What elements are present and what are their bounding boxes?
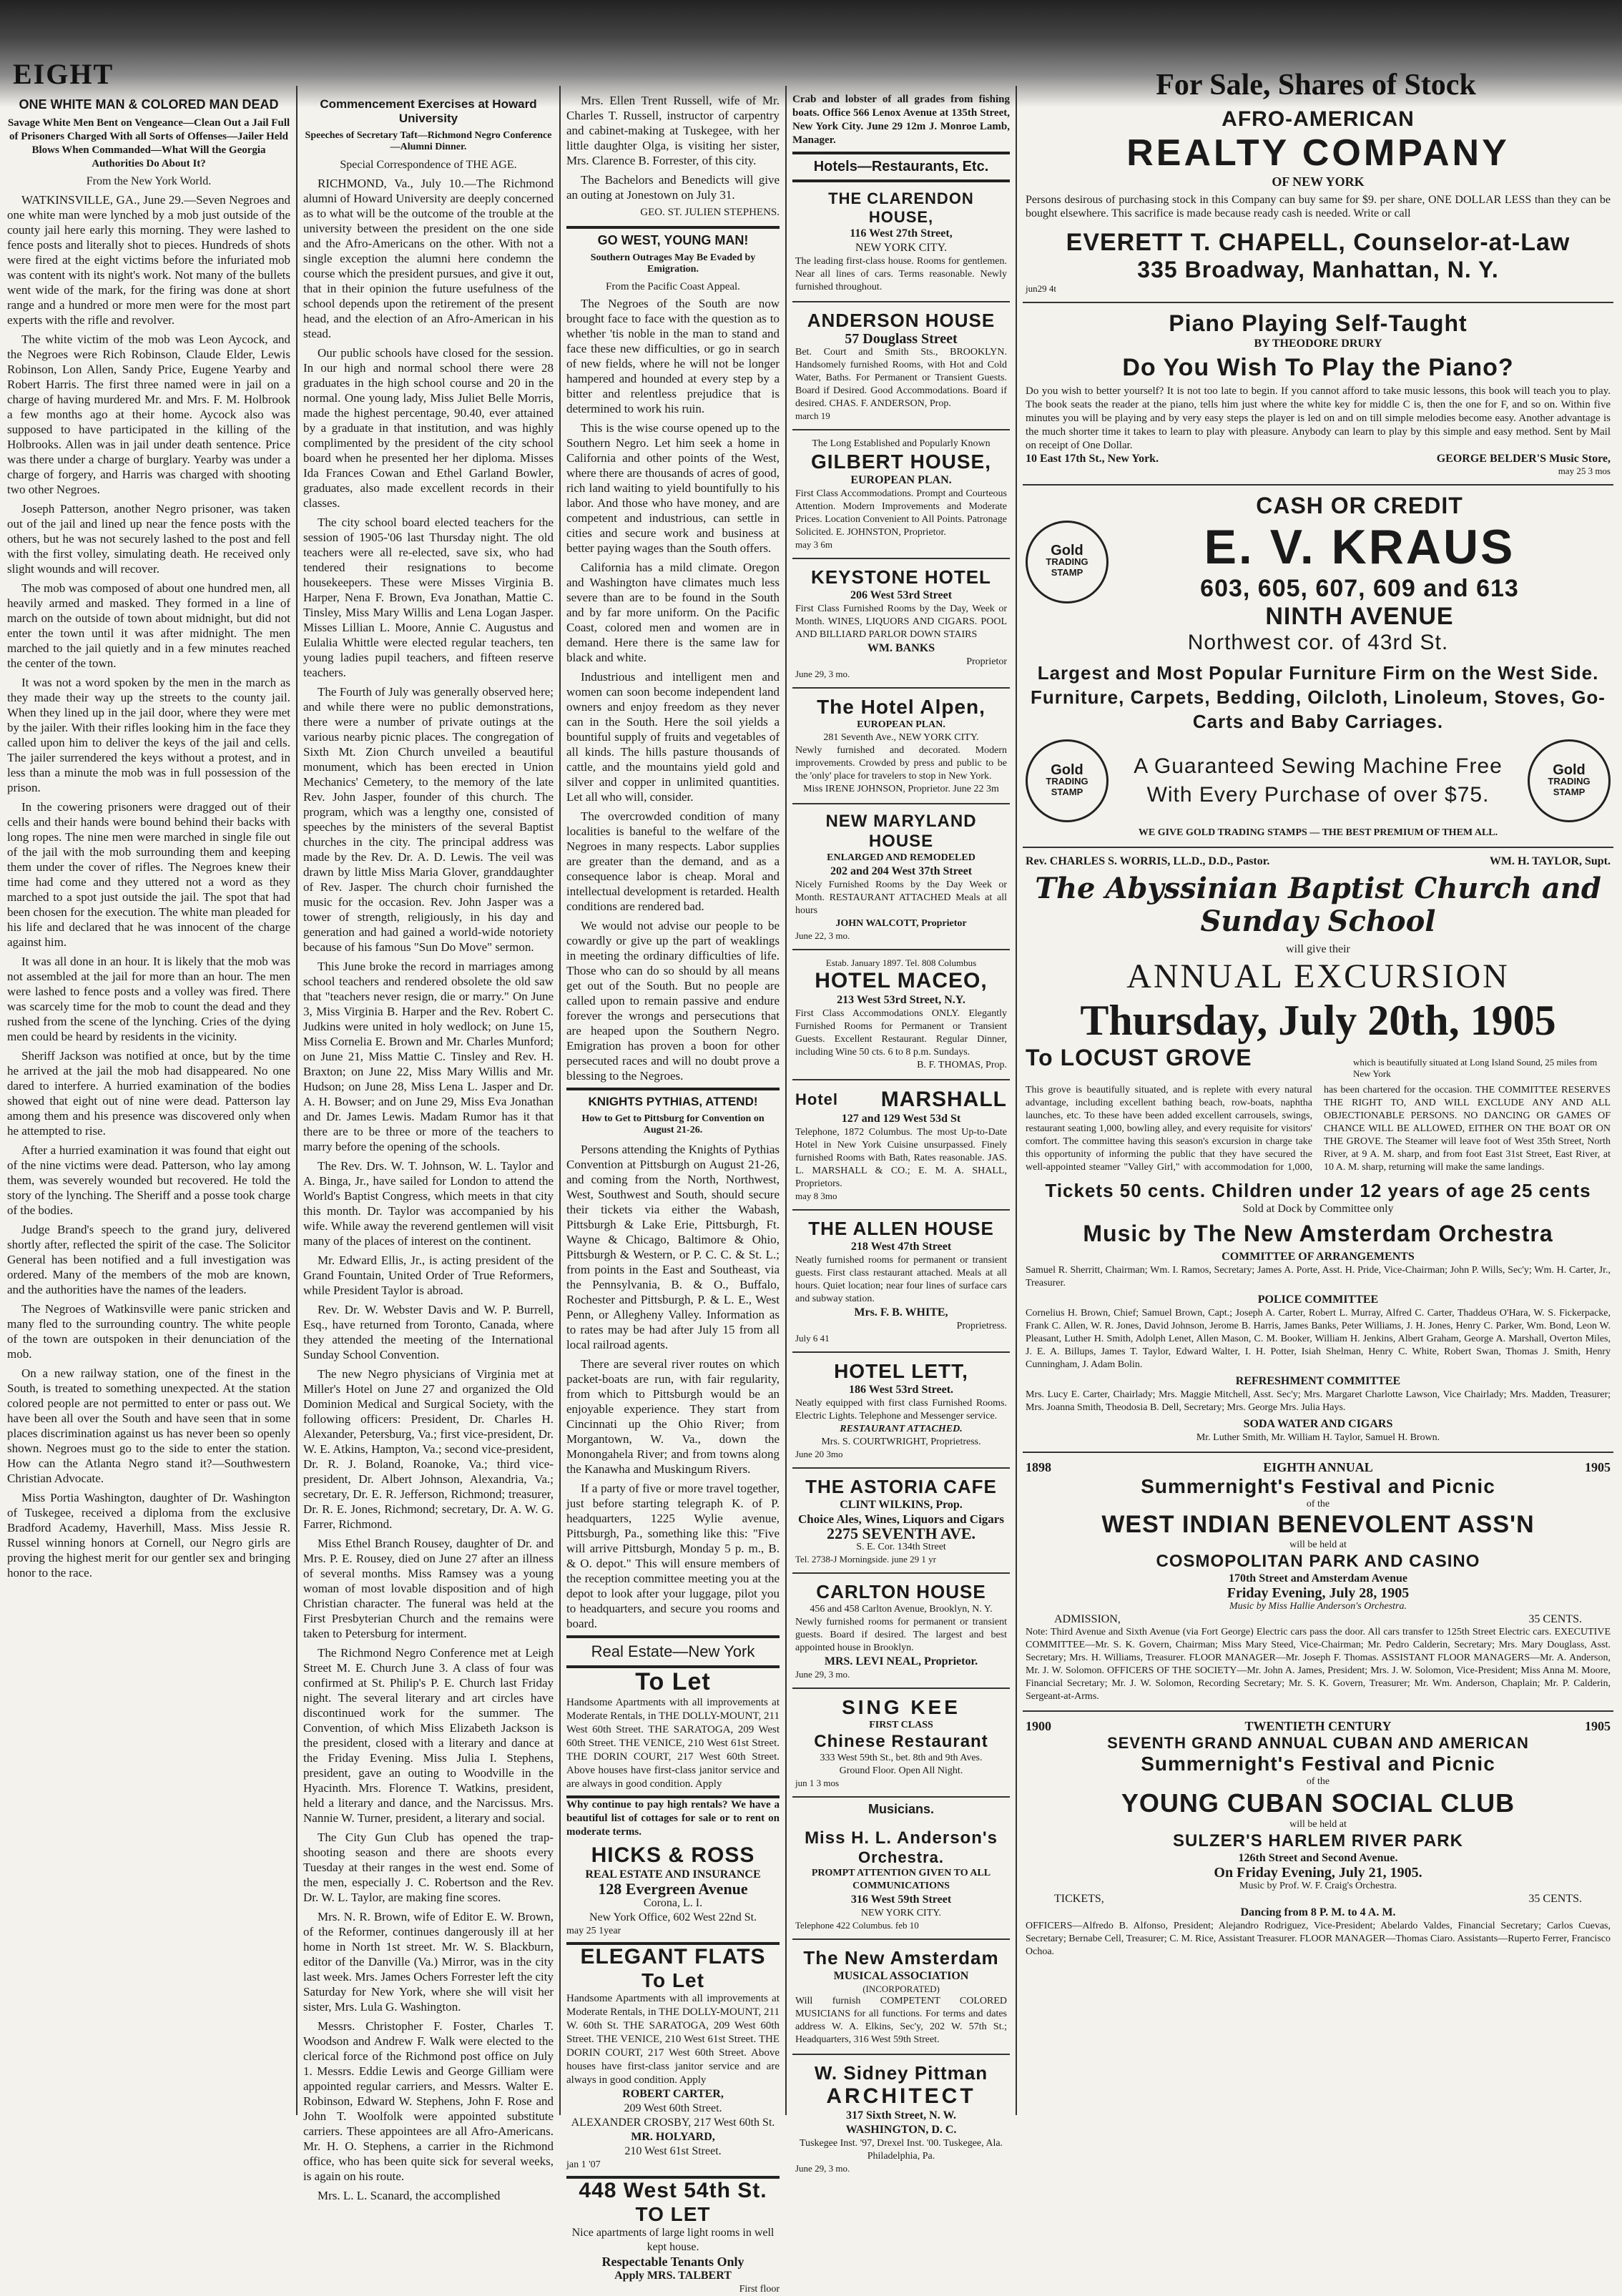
ad-subtitle: REAL ESTATE AND INSURANCE	[585, 1868, 761, 1881]
article-paragraph: This June broke the record in marriages among school teachers and rendered obsolete the old saw that "teachers never resign, die or marry." On June 3, Miss Virginia B. Harper and the Rev. Robert C. Judkins were united in holy wedlock; on June 15, Miss Cornelia E. Brown and Mr. Charles Munford; on June 21, Miss Mattie C. Tinsley and Rev. H. Braxton; on June 22, Miss Mary Willis and Mr. Hudson; on June 28, Miss Lena L. Jasper and Dr. A. H. Bowser; and on June 29, Miss Eva Jonathan and Dr. James Lewis. Madam Rumor has it that there are to be three or more of the teachers to marry before the opening of the schools.	[303, 960, 554, 1153]
ad-date: may 25 1year	[566, 1926, 621, 1936]
article-paragraph: The Negroes of the South are now brought face to face with the question as to whether 'tis noble in the man to stand and face these new difficulties, or go in search of new fields, where he will not be longer hampered and hounded at every step by a bitter and relentless prejudice that is determined to work his ruin.	[566, 297, 780, 415]
article-paragraph: On a new railway station, one of the finest in the South, is treated to something unexpected. At the station colored people are not permitted to enter or pass out. We have been all over the South and have seen that in some places discrimination against us has never been so openly shown. Negroes must go to the side to enter the station. How can the Atlanta Negro stand it?—Southwestern Christian Advocate.	[7, 1366, 290, 1485]
article-paragraph: There are several river routes on which packet-boats are run, with fair regularity, from which to Pittsburgh would be an enjoyable experience. They start from Cincinnati up the Ohio River; from Morgantown, W. Va., down the Monongahela River; and from towns along the Kanawha and Muskingum Rivers.	[566, 1357, 780, 1476]
ad-address: 2275 SEVENTH AVE.	[826, 1524, 976, 1542]
event-organizer: YOUNG CUBAN SOCIAL CLUB	[1121, 1788, 1515, 1818]
stamp-label-top: Gold	[1553, 762, 1586, 778]
ad-title: ELEGANT FLATS	[580, 1945, 766, 1969]
article-paragraph: California has a mild climate. Oregon and Washington have climates much less severe than are to be found in the South and by far more uniform. On the Pacific Coast, colored men and women are in demand. Here there is the same law for black and white.	[566, 561, 780, 664]
event-held: will be held at	[1289, 1539, 1347, 1550]
article-paragraph: It was not a word spoken by the men in the march as they made their way up the streets to the county jail. When they lined up in the jail door, where they were met by the jailer. With their rifles looking him in the face they called upon him to deliver the keys of the jail and cells. The jailer surrendered the keys without a protest, and in less than a minute the mob was in full possession of the prison.	[7, 676, 290, 794]
ad-title: The Hotel Alpen,	[817, 696, 986, 718]
article-paragraph: Judge Brand's speech to the grand jury, delivered shortly after, reflected the spirit of the case. The Solicitor General has been notified and a full investigation was ordered. Many of the members of the mob are known, and the authorities have the names of the leaders.	[7, 1223, 290, 1296]
ad-date: June 29, 3 mo.	[795, 1669, 850, 1680]
ad-proprietor: Mrs. S. COURTWRIGHT, Proprietress.	[821, 1437, 981, 1447]
stamp-label-bottom: STAMP	[1051, 786, 1083, 797]
article-paragraph: Miss Ethel Branch Rousey, daughter of Dr. and Mrs. P. E. Rousey, died on June 27 after an illness of several months. Miss Ramsey was a young woman of most lovable disposition and of high Christian character. The funeral was held at the First Presbyterian Church and the remains were taken to Petersburg for interment.	[303, 1537, 554, 1640]
ad-note: WE GIVE GOLD TRADING STAMPS — THE BEST PREMIUM OF THEM ALL.	[1138, 827, 1498, 838]
event-music: Music by Prof. W. F. Craig's Orchestra.	[1239, 1881, 1397, 1891]
ad-body: Tuskegee Inst. '97, Drexel Inst. '00. Tuskegee, Ala. Philadelphia, Pa.	[799, 2138, 1003, 2162]
gold-trading-stamp-icon	[1026, 521, 1109, 603]
ad-title: To Let	[635, 1668, 711, 1695]
event-address: 170th Street and Amsterdam Avenue	[1228, 1572, 1408, 1585]
ad-body: Handsome Apartments with all improvements at Moderate Rentals, in THE DOLLY-MOUNT, 211 West 60th Street. THE SARATOGA, 209 West 60th Street. THE VENICE, 210 West 61st Street. THE DORIN COURT, 217 West 60th Street. Above houses have first-class janitor service and are always in good condition. Apply	[566, 1697, 780, 1790]
ad-proprietor: Mrs. F. B. WHITE,	[854, 1306, 948, 1319]
ad-body: Persons desirous of purchasing stock in this Company can buy same for $9. per share, ONE DOLLAR LESS than they can be bought elsewhere. This sacrifice is made because ready cash is needed. Write or call	[1026, 194, 1611, 220]
ad-proprietor: CLINT WILKINS, Prop.	[840, 1499, 963, 1511]
ad-contact: EVERETT T. CHAPELL, Counselor-at-Law	[1066, 229, 1571, 256]
event-body: OFFICERS—Alfredo B. Alfonso, President; Alejandro Rodriguez, Vice-President; Abelardo Valdes, Financial Secretary; Carlos Cuevas, Secretary; Bernabe Cell, Treasurer; C. M. Rice, Assistant Treasurer. FLOOR MANAGER—Thomas Ciaro. Assistants—Ruperto Ferrer, Francisco Ochoa.	[1026, 1921, 1611, 1957]
ad-address: 116 West 27th Street,	[850, 227, 953, 240]
event-organizer: WEST INDIAN BENEVOLENT ASS'N	[1101, 1511, 1535, 1538]
article-paragraph: Messrs. Christopher F. Foster, Charles T. Woodson and Andrew F. Walk were elected to the clerical force of the Richmond post office on July 1. Messrs. Eddie Lewis and George Gilliam were appointed regular carriers, and Messrs. Walter E. Robinson, Edward W. Stephens, John F. Rose and John T. Woolfolk were appointed substitute carriers. These appointees are all Afro-Americans. Mr. H. O. Stephens, a carrier in the Richmond office, who has been quite sick for several weeks, is again on his route.	[303, 2019, 554, 2183]
article-headline: KNIGHTS PYTHIAS, ATTEND!	[588, 1095, 758, 1108]
article-headline: ONE WHITE MAN & COLORED MAN DEAD	[19, 97, 279, 112]
ad-body: Neatly furnished rooms for permanent or transient guests. First class restaurant attached. Meals at all hours. Quiet location; near four lines of surface cars and subway station.	[795, 1255, 1007, 1304]
ad-body: Largest and Most Popular Furniture Firm on the West Side. Furniture, Carpets, Bedding, Oilcloth, Linoleum, Stoves, Go-Carts and Baby Carriages.	[1031, 662, 1606, 732]
article-paragraph: The City Gun Club has opened the trap-shooting season and there are shoots every Tuesday at their ranges in the west end. Some of the men, especially J. C. Robertson and the Rev. Dr. W. L. Taylor, are making fine scores.	[303, 1831, 554, 1904]
ad-date: June 29, 3 mo.	[795, 669, 850, 679]
ad-address: 316 West 59th Street	[850, 1893, 952, 1906]
event-dance: Dancing from 8 P. M. to 4 A. M.	[1240, 1906, 1396, 1918]
article-paragraph: Mr. Edward Ellis, Jr., is acting president of the Grand Fountain, United Order of True Reformers, while President Taylor is abroad.	[303, 1253, 554, 1297]
ad-lead: CASH OR CREDIT	[1256, 493, 1463, 518]
ad-address: 10 East 17th St., New York.	[1026, 453, 1159, 465]
ad-address: 333 West 59th St., bet. 8th and 9th Aves.	[820, 1753, 983, 1763]
article-paragraph: Mrs. Ellen Trent Russell, wife of Mr. Charles T. Russell, instructor of carpentry and cabinet-making at Tuskegee, with her little daughter Olga, is visiting her sister, Mrs. Clarence B. Forrester, of this city.	[566, 94, 780, 167]
committee-body: Mr. Luther Smith, Mr. William H. Taylor, Samuel H. Brown.	[1196, 1432, 1440, 1443]
stamp-label-middle: TRADING	[1046, 556, 1088, 567]
church-name: The Abyssinian Baptist Church and Sunday School	[1035, 872, 1601, 938]
article-deck: How to Get to Pittsburg for Convention on August 21-26.	[581, 1113, 765, 1135]
ad-note: RESTAURANT ATTACHED.	[840, 1424, 963, 1434]
ad-body: Nice apartments of large light rooms in well kept house.	[571, 2227, 775, 2253]
ad-title: NEW MARYLAND HOUSE	[825, 812, 977, 851]
event-date: Friday Evening, July 28, 1905	[1227, 1585, 1410, 1601]
ad-proprietor-title: Proprietress.	[956, 1321, 1007, 1331]
church-give: will give their	[1286, 943, 1350, 955]
ad-lead: Estab. January 1897. Tel. 808 Columbus	[825, 957, 977, 968]
gold-trading-stamp-icon	[1528, 739, 1611, 822]
ad-date: jan 1 '07	[566, 2159, 601, 2170]
ad-proprietor: B. F. THOMAS, Prop.	[917, 1060, 1007, 1070]
ad-date: July 6 41	[795, 1333, 830, 1344]
ad-title: THE ALLEN HOUSE	[808, 1218, 994, 1239]
event-address: 126th Street and Second Avenue.	[1238, 1852, 1398, 1864]
ad-contact: MR. HOLYARD,	[631, 2131, 715, 2143]
article-paragraph: The Negroes of Watkinsville were panic stricken and many fled to the surrounding country. The white people of the town are outspoken in their denunciation of the mob.	[7, 1302, 290, 1361]
ad-lead: The Long Established and Popularly Known	[812, 438, 991, 449]
event-title: Summernight's Festival and Picnic	[1141, 1475, 1495, 1497]
article-headline: GO WEST, YOUNG MAN!	[597, 233, 749, 247]
ad-date: may 25 3 mos	[1558, 465, 1611, 476]
ad-subtitle: EUROPEAN PLAN.	[857, 719, 945, 730]
ad-incorporated: (INCORPORATED)	[862, 1984, 940, 1994]
ad-address: 456 and 458 Carlton Avenue, Brooklyn, N. Y.	[810, 1604, 993, 1615]
event-of: of the	[1306, 1776, 1330, 1787]
committee-body: Samuel R. Sherritt, Chairman; Wm. I. Ramos, Secretary; James A. Porte, Asst. H. Pride, Vice-Chairman; John P. Wills, Sec'y; Wm. H. Carter, Jr., Treasurer.	[1026, 1265, 1611, 1289]
column-rule	[1016, 86, 1017, 2115]
ad-body: Choice Ales, Wines, Liquors and Cigars	[798, 1512, 1004, 1526]
ad-city: NEW YORK CITY.	[860, 1908, 942, 1918]
article-paragraph: Industrious and intelligent men and women can soon become independent land owners and enjoy freedom as they never can in the South. Here the soil yields a bountiful supply of fruits and vegetables of all kinds. The hills pasture thousands of cattle, and the mountains yield gold and silver and copper in unlimited quantities. Let all who will, consider.	[566, 670, 780, 804]
ad-body: Bet. Court and Smith Sts., BROOKLYN. Handsomely furnished Rooms, with Hot and Cold Water, Baths. For Permanent or Transient Guests. Board if Desired. Good Accommodations. Board if desired. CHAS. F. ANDERSON, Prop.	[795, 347, 1007, 409]
section-header: Hotels—Restaurants, Etc.	[813, 159, 989, 174]
ad-title: THE ASTORIA CAFE	[805, 1476, 997, 1497]
ad-title: E. V. KRAUS	[1204, 520, 1515, 574]
article-headline: Commencement Exercises at Howard University	[320, 97, 537, 125]
section-header: Real Estate—New York	[591, 1642, 755, 1660]
ad-date: June 20 3mo	[795, 1449, 843, 1459]
ad-title: GILBERT HOUSE,	[810, 450, 991, 473]
ad-line: Respectable Tenants Only	[601, 2255, 744, 2269]
ad-body: Nicely Furnished Rooms by the Day Week or Month. RESTAURANT ATTACHED Meals at all hours	[795, 880, 1007, 916]
ad-avenue: NINTH AVENUE	[1265, 603, 1454, 630]
ad-subtitle: Orchestra.	[857, 1848, 945, 1866]
ad-date: June 22, 3 mo.	[795, 930, 850, 941]
excursion-destination-note: which is beautifully situated at Long Island Sound, 25 miles from New York	[1353, 1057, 1598, 1079]
stamp-label-middle: TRADING	[1046, 775, 1088, 787]
ad-subtitle: EUROPEAN PLAN.	[850, 474, 952, 486]
article-byline: Special Correspondence of THE AGE.	[340, 159, 517, 171]
page-number-label: EIGHT	[13, 58, 114, 90]
article-paragraph: Mrs. N. R. Brown, wife of Editor E. W. Brown, of the Reformer, continues dangerously ill at her home in North 1st street. Mr. W. S. Blackburn, editor of the Danville (Va.) Mirror, was in the city last week. Mrs. James Ochers Forrester left the city Saturday for New York, where she will visit her sister, Mrs. Lula G. Washington.	[303, 1910, 554, 2014]
article-paragraph: WATKINSVILLE, GA., June 29.—Seven Negroes and one white man were lynched by a mob just outside of the county jail here early this morning. They were lashed to fence posts and literally shot to pieces. Hundreds of shots were fired at the eight victims before the infuriated mob was content with its night's work. Not many of the bullets went wide of the mark, for the firing was done at short range and a hundred or more men were for the most part experts with the rifle and revolver.	[7, 193, 290, 327]
ad-body: Neatly equipped with first class Furnished Rooms. Electric Lights. Telephone and Messenger service.	[795, 1398, 1007, 1422]
ad-subtitle: ARCHITECT	[826, 2084, 976, 2108]
ad-title: THE CLARENDON HOUSE,	[828, 189, 974, 226]
ad-address: 186 West 53rd Street.	[848, 1384, 954, 1396]
ad-subtitle: To Let	[642, 1969, 704, 1991]
column-rule	[296, 86, 298, 2115]
ad-proprietor: JOHN WALCOTT, Proprietor	[835, 918, 967, 929]
article-paragraph: Mrs. L. L. Scanard, the accomplished	[318, 2189, 501, 2202]
article-paragraph: The overcrowded condition of many localities is baneful to the welfare of the Negroes in many respects. Labor supplies are greater than the demand, and as a consequence labor is cheap. Moral and intellectual development is retarded. Health conditions are rendered bad.	[566, 809, 780, 913]
stamp-label-top: Gold	[1051, 762, 1083, 778]
ad-proprietor: MRS. LEVI NEAL, Proprietor.	[824, 1655, 978, 1667]
event-body: Note: Third Avenue and Sixth Avenue (via Fort George) Electric cars pass the door. All cars transfer to 125th Street Electric cars. EXECUTIVE COMMITTEE—Mr. S. K. Govern, Chairman; Miss Mary Steed, Vice-Chairman; Mr. Pedro Calderin, Secretary; Mrs. Mary Douglass, Asst. Secretary; Mrs. H. Williams, Treasurer. FLOOR MANAGER—Mr. Joseph F. Thomas. ASSISTANT FLOOR MANAGERS—Mr. A. Anderson, Mr. J. W. Solomon. OFFICERS OF THE SOCIETY—Mr. John A. James, President; Mrs. J. W. Solomon, Vice-President; Miss Anna M. Moore, Financial Secretary; Mr. J. W. Solomon, Recording Secretary; Mr. S. K. Govern, Treasurer; Mr. Wm. Anderson, Chaplain; Mr. P. Calderin, Sergeant-at-Arms.	[1026, 1627, 1611, 1702]
ad-body: Newly furnished and decorated. Modern improvements. Crowded by press and public to be the 'only' place for travelers to stop in New York.	[795, 745, 1007, 782]
committee-header: REFRESHMENT COMMITTEE	[1235, 1375, 1401, 1387]
ad-address: 603, 605, 607, 609 and 613	[1200, 575, 1519, 602]
committee-header: POLICE COMMITTEE	[1257, 1294, 1379, 1306]
article-paragraph: In the cowering prisoners were dragged out of their cells and their hands were bound behind their backs with long ropes. The nine men were marched in single file out of the jail with the mob surrounding them and keeping them under the cover of rifles. The Negroes knew their time had come and they uttered not a word as they marched to a spot just outside the jail. The spot that had been chosen for the execution. The white man pleaded for his life and declared that he was innocent of the charge against him.	[7, 800, 290, 949]
ad-date: may 3 6m	[795, 539, 832, 550]
article-paragraph: This is the wise course opened up to the Southern Negro. Let him seek a home in California and other points of the West, where there are thousands of acres of good, rich land waiting to yield bountifully to his labor. And those who have money, and are competent and industrious, can settle in cities and secure work and business at better paying wages than the South offers.	[566, 421, 780, 555]
article-paragraph: It was all done in an hour. It is likely that the mob was not assembled at the jail for more than an hour. The men were lashed to fence posts and a volley was fired. There was scarcely time for the mob to count the dead and they rushed from the scene of the lynching. Cries of the dying men could be heard by residents in the vicinity.	[7, 955, 290, 1043]
committee-header: SODA WATER AND CIGARS	[1243, 1418, 1393, 1430]
article-source: From the Pacific Coast Appeal.	[606, 281, 740, 292]
ad-proprietor-title: Proprietor	[966, 656, 1007, 667]
committee-body: Cornelius H. Brown, Chief; Samuel Brown, Capt.; Joseph A. Carter, Robert L. Murray, Alfred C. Carter, Thaddeus O'Hara, W. S. Fickerpacke, Frank C. Allen, W. R. Jones, David Johnson, Jerome B. Harris, James Banks, Peter Williams, J. H. Jones, Henry C. Parker, Wm. Bond, Leon W. Pleasant, Luther H. Smith, Adolph Lenet, Allen Mason, C. M. Booker, William H. Jenkins, Albert Graham, George A. Marshall, Overton Miles, J. E. A. Billups, James T. Taylor, Edward Walter, I. H. Potter, Isiah Shelman, Henry C. White, Robert Swan, Thomas J. Smith, Henry Cunningham, J. Adam Bolin.	[1026, 1308, 1611, 1370]
ad-title: SING KEE	[842, 1696, 960, 1718]
ad-title: HOTEL LETT,	[834, 1360, 968, 1382]
article-paragraph: Rev. Dr. W. Webster Davis and W. P. Burrell, Esq., have returned from Toronto, Canada, where they attended the meeting of the International Sunday School Convention.	[303, 1303, 554, 1361]
ad-contact: Apply MRS. TALBERT	[614, 2270, 732, 2282]
ad-store: GEORGE BELDER'S Music Store,	[1436, 453, 1611, 465]
ad-byline: BY THEODORE DRURY	[1254, 337, 1382, 350]
excursion-music: Music by The New Amsterdam Orchestra	[1083, 1221, 1553, 1246]
ad-subtitle: ENLARGED AND REMODELED	[827, 852, 975, 863]
event-edition: EIGHTH ANNUAL	[1263, 1460, 1373, 1474]
ad-phone: Telephone 422 Columbus. feb 10	[795, 1920, 919, 1931]
ad-corner: S. E. Cor. 134th Street	[856, 1542, 946, 1552]
ad-title: CARLTON HOUSE	[816, 1581, 986, 1602]
ad-offer: A Guaranteed Sewing Machine Free With Every Purchase of over $75.	[1134, 754, 1503, 807]
ad-contact: ALEXANDER CROSBY, 217 West 60th St.	[571, 2117, 775, 2129]
ad-address: 209 West 60th Street.	[624, 2102, 722, 2114]
ad-office: New York Office, 602 West 22nd St.	[589, 1911, 757, 1923]
stamp-label-middle: TRADING	[1548, 775, 1591, 787]
ad-address: 57 Douglass Street	[845, 331, 958, 347]
ad-title: HICKS & ROSS	[591, 1843, 755, 1867]
ad-title: KEYSTONE HOTEL	[811, 566, 991, 588]
column-rule	[785, 86, 787, 2115]
event-of: of the	[1306, 1499, 1330, 1509]
admission-price: 35 CENTS.	[1528, 1613, 1582, 1625]
ad-address: 127 and 129 West 53d St	[841, 1113, 961, 1125]
correspondent-signature: GEO. ST. JULIEN STEPHENS.	[640, 207, 780, 218]
event-edition-title: SEVENTH GRAND ANNUAL CUBAN AND AMERICAN	[1107, 1734, 1529, 1752]
gold-trading-stamp-icon	[1026, 739, 1109, 822]
ad-floor: First floor	[739, 2284, 780, 2295]
ad-body: Telephone, 1872 Columbus. The most Up-to-Date Hotel in New York Cuisine unsurpassed. Finely furnished Rooms with Bath, Rates reasonable. JAS. L. MARSHALL & CO.; E. M. A. SHALL, Proprietors.	[795, 1127, 1007, 1189]
ad-body: The leading first-class house. Rooms for gentlemen. Near all lines of cars. Terms reasonable. Newly furnished throughout.	[795, 256, 1007, 292]
article-paragraph: The Richmond Negro Conference met at Leigh Street M. E. Church June 3. A class of four was confirmed at St. Philip's P. E. Church last Friday night. The several literary and art circles have discontinued work for the summer. The Convention, of which Miss Elizabeth Jackson is the president, closed with a literary and dance at the Friday Evening. Miss Julia I. Stephens, president, gave an outing to Woodville in the Hyacinth. Mrs. Florence T. Watkins, president, held a literary and dance, and the Narcissus. Mrs. Nannie W. Turner, president, a literary and social.	[303, 1646, 554, 1825]
excursion-tickets-note: Sold at Dock by Committee only	[1242, 1203, 1394, 1215]
article-paragraph: After a hurried examination it was found that eight out of the nine victims were dead. Patterson, who lay among them, was severely wounded but recovered. He told the story of the lynching. The Sheriff and a posse took charge of the bodies.	[7, 1143, 290, 1217]
ad-corner: Northwest cor. of 43rd St.	[1187, 631, 1449, 654]
year-end: 1905	[1585, 1460, 1611, 1474]
ad-title: 448 West 54th St.	[579, 2179, 767, 2202]
excursion-destination: To LOCUST GROVE	[1026, 1045, 1252, 1070]
ad-title: MARSHALL	[880, 1088, 1007, 1111]
article-paragraph: Persons attending the Knights of Pythias Convention at Pittsburgh on August 21-26, and coming from the North, Northwest, West, Southwest and South, should secure their tickets via either the Wabash, Pittsburgh & Lake Erie, Pittsburgh, Ft. Wayne & Chicago, Baltimore & Ohio, Pittsburgh & Western, or P. C. C. & St. L.; from points in the East and Southeast, via the Pennsylvania, B. & O., Buffalo, Rochester and Pittsburgh, P. & L. E., West Penn, or Allegheny Valley. Information as to rates may be had after July 15 from all local railroad agents.	[566, 1143, 780, 1351]
ad-address: 213 West 53rd Street, N.Y.	[837, 994, 965, 1006]
year-start: 1898	[1026, 1460, 1051, 1474]
committee-header: COMMITTEE OF ARRANGEMENTS	[1222, 1251, 1415, 1263]
article-paragraph: The Rev. Drs. W. T. Johnson, W. L. Taylor and A. Binga, Jr., have sailed for London to attend the World's Baptist Congress, which meets in that city this month. Dr. Taylor was accompanied by his wife. While away the reverend gentlemen will visit many of the places of interest on the continent.	[303, 1159, 554, 1248]
ad-address: 202 and 204 West 37th Street	[830, 865, 973, 877]
ad-date: march 19	[795, 410, 830, 421]
article-paragraph: Our public schools have closed for the session. In our high and normal school there were 28 graduates in the high school course and 20 in the normal. One young lady, Miss Juliet Belle Morris, made the highest percentage, 90.40, ever attained by a graduate in that institution, and was highly complimented by the president of the city school board when he presented her her diploma. Misses Ida Frances Cowan and Ethel Garland Bowler, graduates, also made excellent records in their classes.	[303, 346, 554, 510]
ad-title: W. Sidney Pittman	[814, 2062, 988, 2084]
column-rule	[559, 86, 561, 2115]
ad-proprietor: Miss IRENE JOHNSON, Proprietor. June 22 3m	[803, 784, 999, 794]
article-paragraph: RICHMOND, Va., July 10.—The Richmond alumni of Howard University are deeply concerned as to what will be the outcome of the trouble at the university between the president on the one side and the Afro-Americans on the other. With not a single exception the alumni here condemn the course which the president pursues, and give it out, that in their opinion the future usefulness of the school depends upon the retirement of the present head, and the election of an Afro-American in his stead.	[303, 177, 554, 340]
ad-body: Crab and lobster of all grades from fishing boats. Office 566 Lenox Avenue at 135th Street, New York City. June 29 12m J. Monroe Lamb, Manager.	[792, 94, 1010, 146]
section-header: Musicians.	[867, 1802, 935, 1816]
article-paragraph: Miss Portia Washington, daughter of Dr. Washington of Tuskegee, received a diploma from the exclusive Bradford Academy, Haverhill, Mass. Miss Jessie R. Russel winning honors at Cornell, our Negro girls are proving the highest merit for our gentler sex and bringing honor to the race.	[7, 1491, 290, 1580]
ad-body: Handsome Apartments with all improvements at Moderate Rentals, in THE DOLLY-MOUNT, 211 W. 60th St. THE SARATOGA, 209 West 60th Street. THE VENICE, 210 West 61st Street. THE DORIN COURT, 217 West 60th Street. Above houses have first-class janitor service and are always in good condition. Apply	[566, 1993, 780, 2086]
stamp-label-bottom: STAMP	[1553, 786, 1586, 797]
ad-body: Will furnish COMPETENT COLORED MUSICIANS for all functions. For terms and dates address W. A. Elkins, Sec'y, 202 W. 57th St.; Headquarters, 316 West 59th Street.	[795, 1996, 1007, 2045]
admission-label: ADMISSION,	[1054, 1613, 1121, 1625]
event-title: Summernight's Festival and Picnic	[1141, 1753, 1495, 1775]
event-venue: COSMOPOLITAN PARK AND CASINO	[1156, 1552, 1480, 1571]
ad-date: jun 1 3 mos	[795, 1778, 840, 1788]
event-edition: TWENTIETH CENTURY	[1244, 1719, 1392, 1733]
event-held: will be held at	[1289, 1819, 1347, 1830]
ad-date: jun29 4t	[1026, 283, 1056, 294]
ad-date: June 29, 3 mo.	[795, 2163, 850, 2174]
article-paragraph: The new Negro physicians of Virginia met at Miller's Hotel on June 27 and organized the Old Dominion Medical and Surgical Society, with the following officers: President, Dr. Charles H. Alexander, Petersburg, Va.; first vice-president, Dr. W. E. Atkins, Hampton, Va.; second vice-president, Dr. R. J. Boland, Roanoke, Va.; third vice-president, Dr. Albert Johnson, Alexandria, Va.; secretary, Dr. E. R. Jefferson, Richmond; treasurer, Dr. R. E. Jones, Richmond; secretary, Dr. A. W. G. Farrer, Richmond.	[303, 1367, 554, 1531]
ad-body: First Class Accommodations ONLY. Elegantly Furnished Rooms for Permanent or Transient Guests. Excellent Restaurant. Regular Dinner, including Wine 50 cts. 6 to 8 p.m. Sundays.	[795, 1008, 1007, 1058]
ad-proprietor: WM. BANKS	[867, 642, 935, 654]
ad-title: Piano Playing Self-Taught	[1169, 310, 1468, 336]
ad-title-secondary: Chinese Restaurant	[814, 1732, 988, 1751]
masthead-title-right: For Sale, Shares of Stock	[1156, 69, 1476, 102]
ad-title: Miss H. L. Anderson's	[805, 1828, 998, 1848]
article-paragraph: If a party of five or more travel together, just before starting telegraph K. of P. headquarters, 1225 Wylie avenue, Pittsburgh, Pa., something like this: "Five will arrive Pittsburgh, Monday 5 p. m., B. & O. depot." This will ensure members of the reception committee meeting you at the depot to look after your luggage, pilot you to headquarters, and secure you rooms and board.	[566, 1482, 780, 1630]
ad-body: Newly furnished rooms for permanent or transient guests. Board if desired. The largest and best appointed house in Brooklyn.	[795, 1617, 1007, 1653]
article-deck: Southern Outrages May Be Evaded by Emigration.	[590, 252, 756, 275]
excursion-date: Thursday, July 20th, 1905	[1080, 997, 1556, 1044]
committee-body: Mrs. Lucy E. Carter, Chairlady; Mrs. Maggie Mitchell, Asst. Sec'y; Mrs. Margaret Charlotte Lawson, Vice Chairlady; Mrs. Madden, Treasurer; Mrs. Joanna Smith, Theodosia B. Dell, Secretary; Mrs. George Mrs. Julia Hays.	[1026, 1389, 1611, 1413]
ad-phone: Tel. 2738-J Morningside. june 29 1 yr	[795, 1554, 936, 1565]
year-end: 1905	[1584, 1719, 1611, 1733]
ad-title: ANDERSON HOUSE	[807, 310, 996, 331]
ad-note: Ground Floor. Open All Night.	[839, 1765, 963, 1776]
tickets-label: TICKETS,	[1054, 1893, 1104, 1905]
article-paragraph: We would not advise our people to be cowardly or give up the part of weaklings in meeting the ordinary difficulties of life. Those who can do so should by all means get out of the South. But no people are called upon to remain passive and endure forever the wrongs and persecutions that are heaped upon the Southern Negro. Emigration has proven a boon for other persecuted races and will no doubt prove a blessing to the Negroes.	[566, 919, 780, 1083]
stamp-label-top: Gold	[1051, 543, 1083, 558]
article-source: From the New York World.	[86, 175, 212, 187]
article-paragraph: The Fourth of July was generally observed here; and while there were no public demonstrations, there were a number of private outings at the various nearby picnic places. The congregation of Sixth Mt. Zion Church unveiled a beautiful monument, which has been erected in Union Mechanics' Cemetery, to the memory of the late Rev. John Jasper, founder of this church. The program, which was a lengthy one, consisted of speeches by the ministers of the several Baptist churches in the city. The principal address was made by the Rev. Dr. A. D. Lewis. The veil was drawn by little Miss Maria Glover, granddaughter of Rev. Jasper. The church choir furnished the music for the occasion. Rev. John Jasper was a tower of strength, religiously, in his day and generation and had gained a world-wide notoriety because of his famous "Sun Do Move" sermon.	[303, 685, 554, 954]
excursion-tickets: Tickets 50 cents. Children under 12 years of age 25 cents	[1045, 1180, 1591, 1201]
stamp-label-bottom: STAMP	[1051, 567, 1083, 578]
event-venue: SULZER'S HARLEM RIVER PARK	[1173, 1831, 1463, 1851]
ad-address: 218 West 47th Street	[850, 1241, 952, 1253]
ad-title: AFRO-AMERICAN	[1222, 107, 1415, 131]
ad-address: 281 Seventh Ave., NEW YORK CITY.	[823, 732, 979, 743]
ad-body: First Class Furnished Rooms by the Day, Week or Month. WINES, LIQUORS AND CIGARS. POOL AND BILLIARD PARLOR DOWN STAIRS	[795, 603, 1007, 640]
church-pastor: Rev. CHARLES S. WORRIS, LL.D., D.D., Pastor.	[1026, 855, 1270, 867]
ad-lead: Hotel	[795, 1090, 838, 1108]
tickets-price: 35 CENTS.	[1528, 1893, 1582, 1905]
ad-body: Do you wish to better yourself? It is not too late to begin. If you cannot afford to take music lessons, this book will teach you to play. The book seats the reader at the piano, tells him just where the white key for middle C is, then the one for F, and so on. Within five minutes you will be playing and by very easy steps the player is led on and on till simple melodies become easy. Another advantage is the much shorter time it takes to learn to play with pleasure. Anybody can learn to play by this simple and easy method. Sent by Mail on receipt of One Dollar.	[1026, 385, 1611, 451]
ad-address: 206 West 53rd Street	[850, 589, 953, 601]
ad-city: WASHINGTON, D. C.	[845, 2124, 957, 2136]
ad-body: First Class Accommodations. Prompt and Courteous Attention. Modern Improvements and Moderate Prices. Location Convenient to All Points. Patronage Solicited. E. JOHNSTON, Proprietor.	[795, 488, 1007, 538]
article-paragraph: The city school board elected teachers for the session of 1905-'06 last Thursday night. The old teachers were all re-elected, save six, who had tendered their resignations to become housekeepers. These were Misses Virginia B. Harper, Nena F. Brown, Eva Jonathan, Mattie C. Tinsley, Miss Mary Willis and Lena Logan Jasper. Misses Lillian L. Moore, Annie C. Augustus and Eulalia Whittle were elected regular teachers, ten young ladies pupil teachers, and fifteen reserve teachers.	[303, 516, 554, 679]
ad-city: Corona, L. I.	[643, 1897, 703, 1909]
article-paragraph: The white victim of the mob was Leon Aycock, and the Negroes were Rich Robinson, Claude Elder, Lewis Robinson, Lon Allen, Sandy Price, Eugene Yearby and Robert Harris. The first three named were in jail on a charge of having murdered Mr. and Mrs. F. M. Holbrook a few months ago at their home. Aycock also was supposed to have participated in the killing of the Holbrooks. Allen was in jail under death sentence. Price was there under a charge of burglary. Yearby was under a charge of forgery, and Harris was charged with shooting two other Negroes.	[7, 332, 290, 496]
ad-subtitle: TO LET	[635, 2203, 711, 2225]
ad-date: may 8 3mo	[795, 1191, 837, 1201]
column-3	[566, 93, 780, 2295]
ad-lead: Why continue to pay high rentals? We have a beautiful list of cottages for sale or to rent on moderate terms.	[566, 1799, 780, 1838]
ad-title: HOTEL MACEO,	[815, 969, 988, 992]
ad-address: 317 Sixth Street, N. W.	[846, 2109, 956, 2122]
ad-address: 128 Evergreen Avenue	[598, 1880, 748, 1898]
article-paragraph: Sheriff Jackson was notified at once, but by the time he arrived at the jail the mob had disappeared. No one dared to interfere. A hurried examination of the bodies showed that eight out of nine were dead. Patterson lay among them and his presence was discovered only when he attempted to rise.	[7, 1049, 290, 1138]
event-date: On Friday Evening, July 21, 1905.	[1214, 1865, 1422, 1881]
ad-address: 210 West 61st Street.	[624, 2145, 722, 2157]
ad-title: The New Amsterdam	[803, 1947, 999, 1969]
column-5	[1023, 107, 1613, 2117]
ad-subtitle: FIRST CLASS	[869, 1720, 933, 1730]
article-deck: Speeches of Secretary Taft—Richmond Negro Conference—Alumni Dinner.	[305, 130, 552, 152]
ad-title-main: REALTY COMPANY	[1126, 132, 1510, 174]
church-superintendent: WM. H. TAYLOR, Supt.	[1489, 855, 1611, 867]
ad-subtitle: OF NEW YORK	[1272, 174, 1365, 189]
ad-body: PROMPT ATTENTION GIVEN TO ALL COMMUNICATIONS	[811, 1868, 991, 1891]
excursion-body: This grove is beautifully situated, and is replete with every natural advantage, including excellent bathing beach, row-boats, naphtha launches, etc. To these have been added excellent carrousels, swings, restaurant seating 1,000, bowling alley, and every requisite for visitors' comfort. The committee having this season's excursion in charge take this opportunity of informing the public that they have secured the well-appointed steamer "Valley Girl," with accommodation for 1,000, has been chartered for the occasion. THE COMMITTEE RESERVES THE RIGHT TO, AND WILL EXCLUDE ANY AND ALL OBJECTIONABLE PERSONS. NO DANCING OR GAMES OF CHANCE WILL BE ALLOWED, EITHER ON THE BOAT OR ON THE GROVE. The Steamer will leave foot of West 35th Street, North River, at 9 A. M. sharp, and from foot East 31st Street, East River, at 10 A. M. sharp, returning will make the same landings.	[1026, 1085, 1611, 1173]
column-1	[7, 93, 290, 2117]
article-deck: Savage White Men Bent on Vengeance—Clean Out a Jail Full of Prisoners Charged With all Sorts of Offenses—Jailer Held Blows When Commanded—What Will the Georgia Authorities Do About It?	[7, 117, 290, 169]
column-2	[303, 93, 554, 2202]
ad-contact: ROBERT CARTER,	[622, 2088, 724, 2100]
ad-question: Do You Wish To Play the Piano?	[1122, 354, 1514, 381]
ad-city: NEW YORK CITY.	[855, 242, 948, 254]
ad-address: 335 Broadway, Manhattan, N. Y.	[1137, 257, 1499, 282]
column-4	[792, 93, 1010, 2174]
article-paragraph: Joseph Patterson, another Negro prisoner, was taken out of the jail and lined up near the fence posts with the others, but he was not securely lashed to the post and fell with the first volley, simulating death. He received only slight wounds and will recover.	[7, 502, 290, 576]
event-music: Music by Miss Hallie Anderson's Orchestra.	[1229, 1601, 1407, 1612]
excursion-title: ANNUAL EXCURSION	[1126, 957, 1510, 995]
article-paragraph: The mob was composed of about one hundred men, all heavily armed and masked. They formed in a line of march on the outside of town about midnight, but did not enter the town until it was after midnight. The men marched to the jail quietly and in a few minutes reached the center of the town.	[7, 581, 290, 670]
article-paragraph: The Bachelors and Benedicts will give an outing at Jonestown on July 31.	[566, 173, 780, 202]
ad-subtitle: MUSICAL ASSOCIATION	[833, 1970, 969, 1982]
year-start: 1900	[1026, 1719, 1051, 1733]
